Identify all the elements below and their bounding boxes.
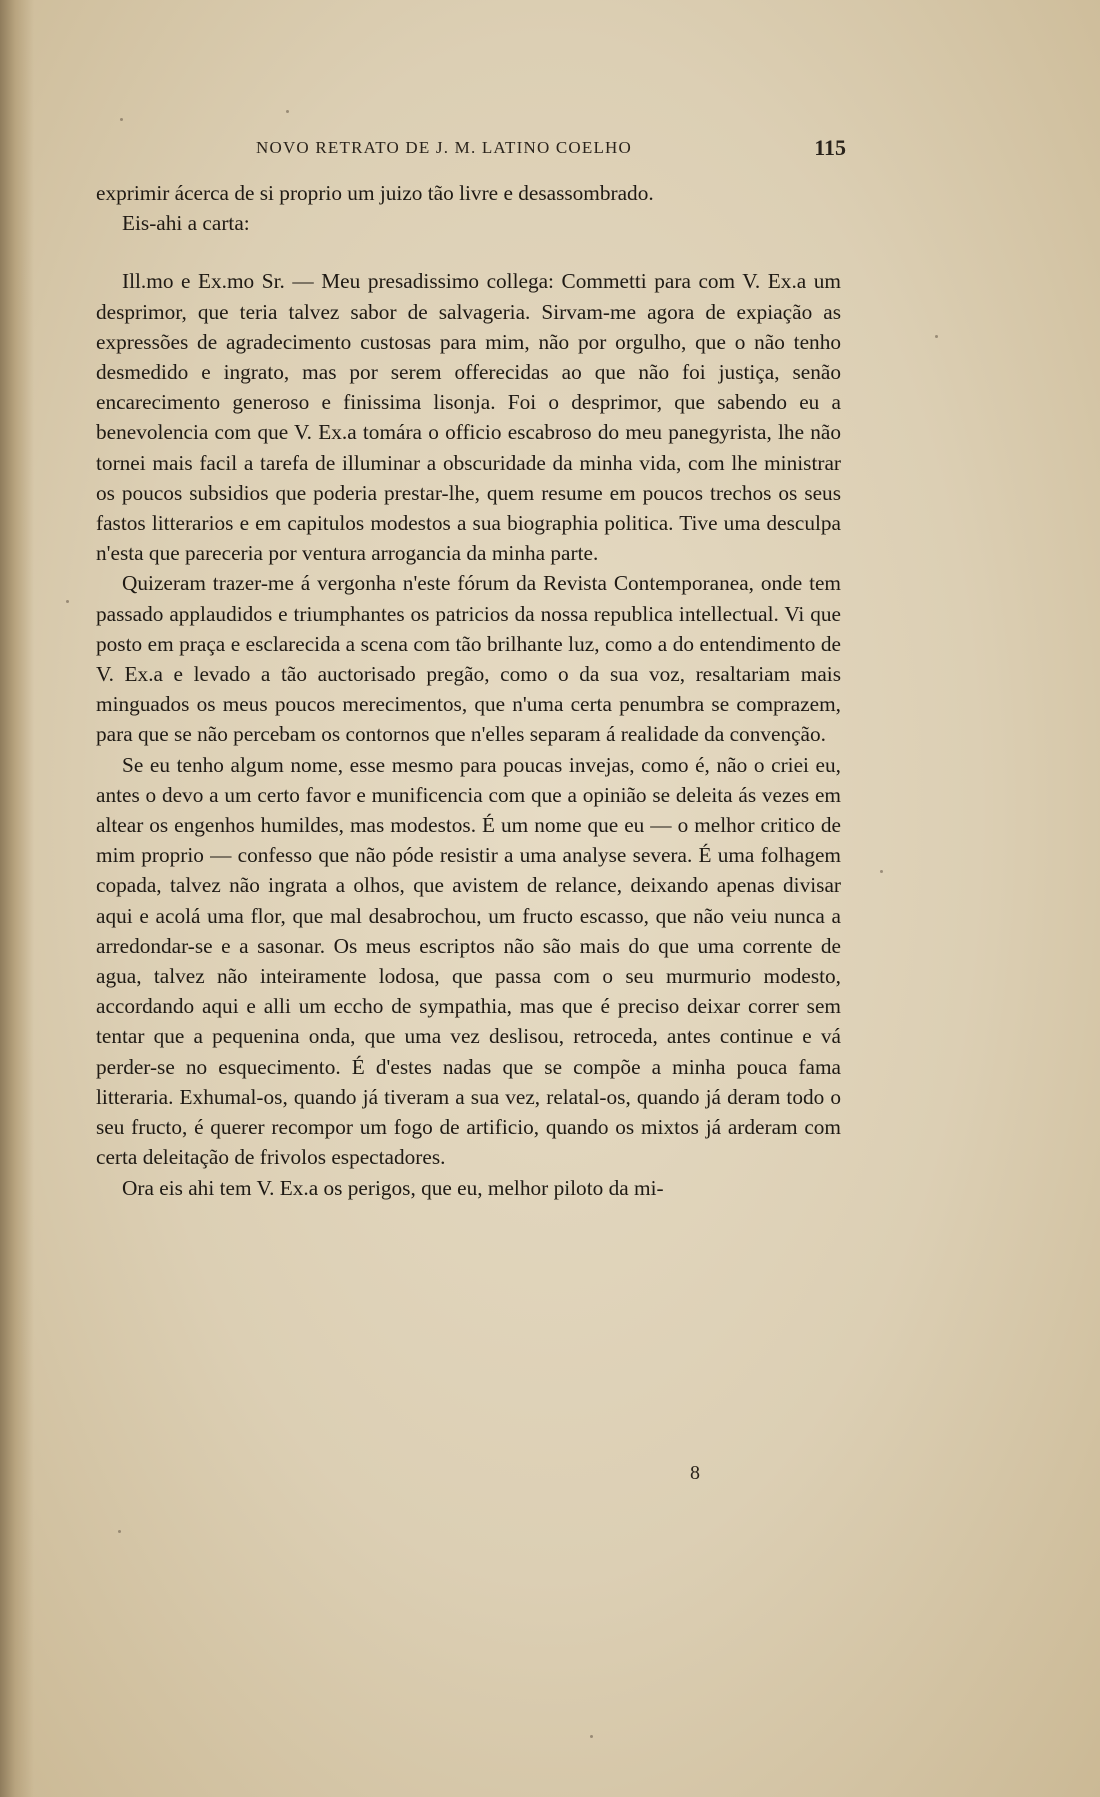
paper-speck [120, 118, 123, 121]
running-head [96, 135, 846, 162]
paragraph-letter-opening: Ill.mo e Ex.mo Sr. — Meu presadissimo collega: Commetti para com V. Ex.a um desprimor, que teria talvez sabor de salvageria. Sirvam-me agora de expiação as expressões de agradecimento custosas para mim, não por orgulho, que o não tenho desmedido e ingrato, mas por serem offerecidas ao que não foi justiça, senão encarecimento generoso e finissima lisonja. Foi o desprimor, que sabendo eu a benevolencia com que V. Ex.a tomára o officio escabroso do meu panegyrista, lhe não tornei mais facil a tarefa de illuminar a obscuridade da minha vida, com lhe ministrar os poucos subsidios que poderia prestar-lhe, quem resume em poucos trechos os seus fastos litterarios e em capitulos modestos a sua biographia politica. Tive uma desculpa n'esta que pareceria por ventura arrogancia da minha parte. [96, 269, 841, 566]
paper-speck [880, 870, 883, 873]
paper-speck [286, 110, 289, 113]
paragraph-letter-lead: Eis-ahi a carta: [122, 211, 250, 236]
paragraph-letter-closing: Ora eis ahi tem V. Ex.a os perigos, que eu, melhor piloto da mi- [122, 1175, 664, 1200]
paper-speck [935, 335, 938, 338]
paragraph-letter-name: Se eu tenho algum nome, esse mesmo para poucas invejas, como é, não o criei eu, antes o devo a um certo favor e munificencia com que a opinião se deleita ás vezes em altear os engenhos humildes, mas modestos. É um nome que eu — o melhor critico de mim proprio — confesso que não póde resistir a uma analyse severa. É uma folhagem copada, talvez não ingrata a olhos, que avistem de relance, deixando apenas divisar aqui e acolá uma flor, que mal desabrochou, um fructo escasso, que não veiu nunca a arredondar-se e a sasonar. Os meus escriptos não são mais do que uma corrente de agua, talvez não inteiramente lodosa, que passa com o seu murmurio modesto, accordando aqui e alli um eccho de sympathia, mas que é preciso deixar correr sem tentar que a pequenina onda, que uma vez deslisou, retroceda, antes continue e vá perder-se no esquecimento. É d'estes nadas que se compõe a minha pouca fama litteraria. Exhumal-os, quando já tiveram a sua vez, relatal-os, quando já deram todo o seu fructo, é querer recompor um fogo de artificio, quando os mixtos já arderam com certa deleitação de frivolos espectadores. [96, 752, 841, 1170]
paragraph-intro: exprimir ácerca de si proprio um juizo tão livre e desassombrado. [96, 181, 654, 205]
paper-speck [118, 1530, 121, 1533]
page-number: 115 [814, 135, 846, 160]
paragraph-letter-forum: Quizeram trazer-me á vergonha n'este fórum da Revista Contemporanea, onde tem passado applaudidos e triumphantes os patricios da nossa republica intellectual. Vi que posto em praça e esclarecida a scena com tão brilhante luz, como a do entendimento de V. Ex.a e levado a tão auctorisado pregão, como o da sua voz, resaltariam mais minguados os meus poucos merecimentos, que n'uma certa penumbra se comprazem, para que se não percebam os contornos que n'elles separam á realidade da convenção. [96, 571, 841, 747]
running-title: NOVO RETRATO DE J. M. LATINO COELHO [256, 138, 633, 157]
paper-speck [66, 600, 69, 603]
text-body [96, 178, 841, 1203]
signature-mark: 8 [690, 1462, 700, 1484]
paper-speck [590, 1735, 593, 1738]
